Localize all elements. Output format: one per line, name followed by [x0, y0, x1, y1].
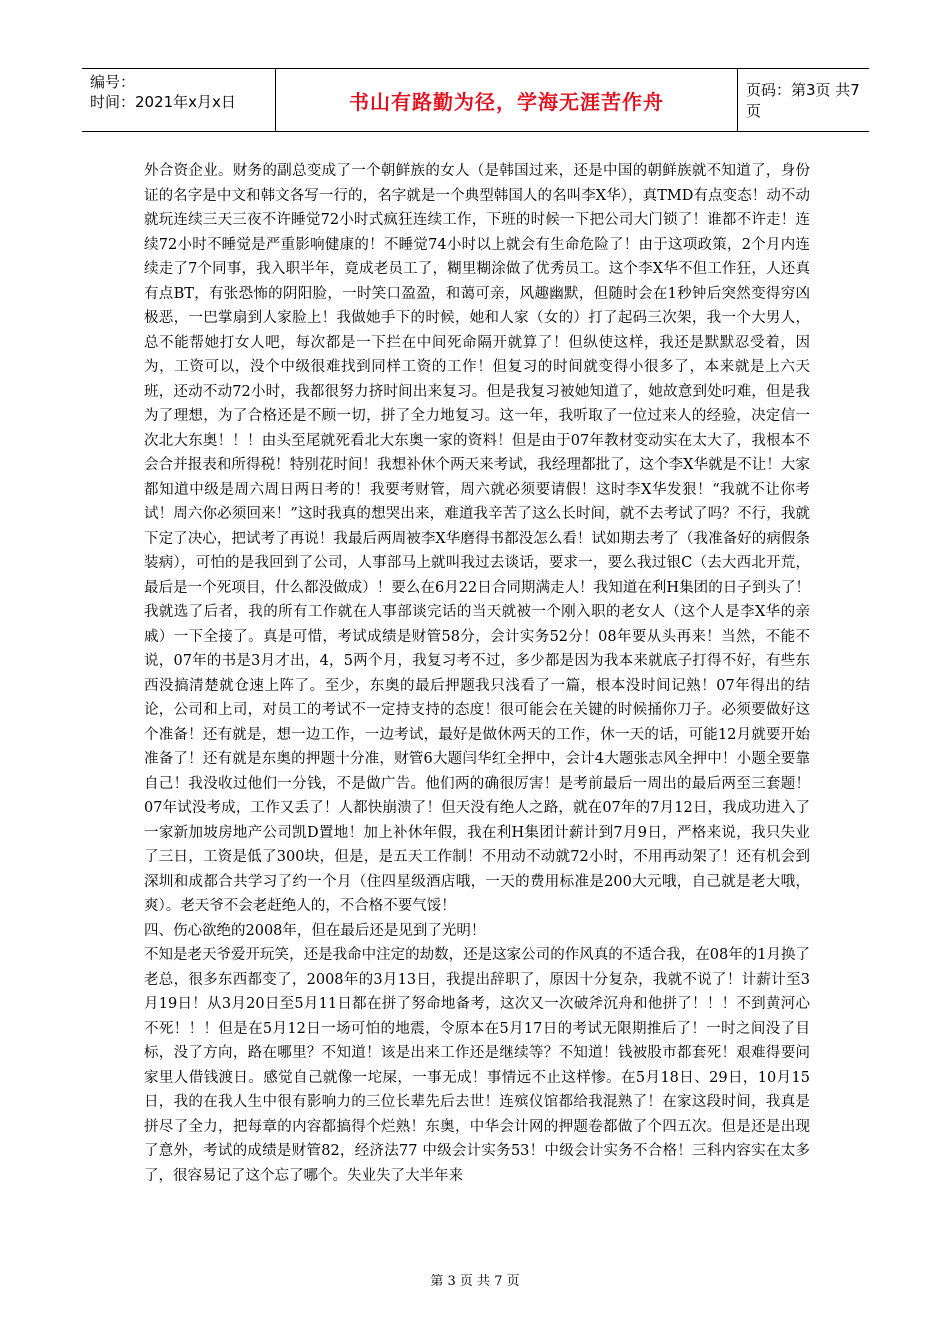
body-paragraph: 外合资企业。财务的副总变成了一个朝鲜族的女人（是韩国过来，还是中国的朝鲜族就不知道了，身份证的名字是中文和韩文各写一行的，名字就是一个典型韩国人的名叫李X华），真TMD有点变态！动不动就玩连续三天三夜不许睡觉72小时式疯狂连续工作，下班的时候一下把公司大门锁了！谁都不许走！连续72小时不睡觉是严重影响健康的！不睡觉74小时以上就会有生命危险了！由于这项政策，2个月内连续走了7个同事，我入职半年，竟成老员工了，糊里糊涂做了优秀员工。这个李X华不但工作狂，人还真有点BT，有张恐怖的阴阳脸，一时笑口盈盈，和蔼可亲，风趣幽默，但随时会在1秒钟后突然变得穷凶极恶，一巴掌扇到人家脸上！我做她手下的时候，她和人家（女的）打了起码三次架，我一个大男人，总不能帮她打女人吧，每次都是一下拦在中间死命隔开就算了！但纵使这样，我还是默默忍受着，因为，工资可以，没个中级很难找到同样工资的工作！但复习的时间就变得小很多了，本来就是上六天班，还动不动72小时，我都很努力挤时间出来复习。但是我复习被她知道了，她故意到处叼难，但是我为了理想，为了合格还是不顾一切，拼了全力地复习。这一年，我听取了一位过来人的经验，决定信一次北大东奥！！！由头至尾就死看北大东奥一家的资料！但是由于07年教材变动实在太大了，我根本不会合并报表和所得税！特别花时间！我想补休个两天来考试，我经理都批了，这个李X华就是不让！大家都知道中级是周六周日两日考的！我要考财管，周六就必须要请假！这时李X华发狠！“我就不让你考试！周六你必须回来！”这时我真的想哭出来，难道我辛苦了这么长时间，就不去考试了吗？不行，我就下定了决心，把试考了再说！我最后两周被李X华磨得书都没怎么看！试如期去考了（我准备好的病假条装病），可怕的是我回到了公司，人事部马上就叫我过去谈话，要求一，要么我过银C（去大西北开荒，最后是一个死项目，什么都没做成）！要么在6月22日合同期满走人！我知道在利H集团的日子到头了！我就选了后者，我的所有工作就在人事部谈完话的当天就被一个刚入职的老女人（这个人是李X华的亲戚）一下全接了。真是可惜，考试成绩是财管58分，会计实务52分！08年要从头再来！当然，不能不说，07年的书是3月才出，4，5两个月，我复习考不过，多少都是因为我本来就底子打得不好，有些东西没搞清楚就仓速上阵了。至少，东奥的最后押题我只浅看了一篇，根本没时间记熟！07年得出的结论，公司和上司，对员工的考试不一定持支持的态度！很可能会在关键的时候捅你刀子。必须要做好这个准备！还有就是，想一边工作，一边考试，最好是做休两天的工作，休一天的话，可能12月就要开始准备了！还有就是东奥的押题十分准，财管6大题闫华红全押中，会计4大题张志风全押中！小题全要靠自己！我没收过他们一分钱，不是做广告。他们两的确很厉害！是考前最后一周出的最后两至三套题！07年试没考成，工作又丢了！人都快崩溃了！但天没有绝人之路，就在07年的7月12日，我成功进入了一家新加坡房地产公司凯D置地！加上补休年假，我在利H集团计薪计到7月9日，严格来说，我只失业了三日，工资是低了300块，但是，是五天工作制！不用动不动就72小时，不用再动架了！还有机会到深圳和成都合共学习了约一个月（住四星级酒店哦，一天的费用标准是200大元哦，自己就是老大哦，爽）。老天爷不会老赶绝人的，不合格不要气馁！: [144, 163, 810, 914]
page-header: [82, 68, 869, 132]
document-date-label: 时间：2021年x月x日: [90, 93, 236, 111]
header-motto: 书山有路勤为径，学海无涯苦作舟: [276, 69, 738, 131]
page-footer: 第 3 页 共 7 页: [430, 1274, 520, 1289]
section-heading: 四、伤心欲绝的2008年，但在最后还是见到了光明！: [144, 922, 486, 939]
document-body: [144, 159, 810, 1188]
header-page-number: 页码：第3页 共7页: [746, 81, 860, 120]
document-number-label: 编号：: [90, 73, 136, 91]
body-paragraph: 不知是老天爷爱开玩笑，还是我命中注定的劫数，还是这家公司的作风真的不适合我，在08年的1月换了老总，很多东西都变了，2008年的3月13日，我提出辞职了，原因十分复杂，我就不说了！计薪计至3月19日！从3月20日至5月11日都在拼了努命地备考，这次又一次破斧沉舟和他拼了！！！不到黄河心不死！！！但是在5月12日一场可怕的地震，令原本在5月17日的考试无限期推后了！一时之间没了目标，没了方向，路在哪里？不知道！该是出来工作还是继续等？不知道！钱被股市都套死！艰难得要问家里人借钱渡日。感觉自己就像一坨屎，一事无成！事情远不止这样惨。在5月18日、29日，10月15日，我的在我人生中很有影响力的三位长辈先后去世！连殡仪馆都给我混熟了！在家这段时间，我真是拼尽了全力，把每章的内容都搞得个烂熟！东奥，中华会计网的押题卷都做了个四五次。但是还是出现了意外，考试的成绩是财管82，经济法77 中级会计实务53！中级会计实务不合格！三科内容实在太多了，很容易记了这个忘了哪个。失业失了大半年来: [144, 947, 810, 1184]
header-meta-cell: [82, 69, 276, 131]
